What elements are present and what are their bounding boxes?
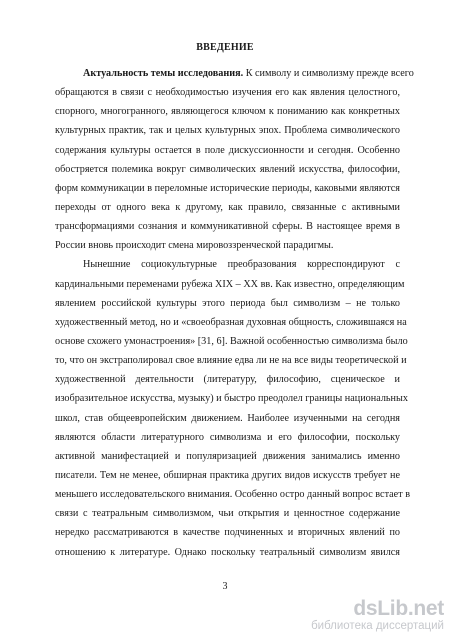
text-line: писатели. Тем не менее, обширная практика других видов искусств требует не (55, 469, 400, 481)
text-line: изобразительное искусства, музыку) и быстро преодолел границы национальных (55, 393, 408, 405)
text-line: кардинальными переменами рубежа XIX – XX вв. Как известно, определяющим (55, 278, 405, 290)
text-line: форм коммуникации в переломные исторические периоды, каковыми являются (55, 182, 400, 194)
text-line: то, что он экстраполировал свое влияние едва ли не на все виды теоретической и (55, 355, 407, 367)
text-line: школ, став общеевропейским движением. Наиболее изученными на сегодня (55, 412, 400, 424)
text-line: художественной деятельности (литературу, философию, сценическое и (55, 374, 400, 386)
text-line: нередко рассматриваются в качестве подчиненных и вторичных явлений по (55, 527, 400, 539)
text-line: связи с театральным символизмом, чьи открытия и ценностное содержание (55, 508, 400, 520)
text-line: отношению к литературе. Однако поскольку театральный символизм явился (55, 546, 400, 558)
text-line: переходы от одного века к другому, как правило, связанные с активными (55, 201, 400, 213)
text-line: культурных практик, так и целых культурных эпох. Проблема символического (55, 125, 400, 137)
text-line: обостряется полемика вокруг символических явлений искусства, философии, (55, 163, 400, 175)
watermark-subtitle: библиотека диссертаций (311, 620, 444, 632)
text-line: основе схожего умонастроения» [31, 6]. Важной особенностью символизма было (55, 335, 408, 347)
text-line: Актуальность темы исследования. К символу и символизму прежде всего (83, 68, 414, 79)
watermark-logo: dsLib.net (353, 597, 444, 620)
text-line: явлением российской культуры этого периода был символизм – не только (55, 297, 400, 309)
text-line: обращаются в связи с необходимостью изучения его как явления целостного, (55, 87, 400, 99)
text-line: художественный метод, но и «своеобразная духовная общность, сложившаяся на (55, 316, 407, 328)
text-line: активной манифестацией и популяризацией движения занимались именно (55, 450, 400, 462)
text-line: спорного, многогранного, являющегося ключом к пониманию как конкретных (55, 106, 400, 118)
text-line: России вновь происходит смена мировоззренческой парадигмы. (55, 240, 334, 252)
page-title: ВВЕДЕНИЕ (196, 42, 254, 53)
body-text (55, 64, 414, 562)
text-line: являются области литературного символизма и его философии, поскольку (55, 431, 400, 443)
page-number: 3 (222, 581, 228, 592)
text-line: меньшего исследовательского внимания. Особенно остро данный вопрос встает в (55, 489, 411, 501)
text-line: трансформациями сознания и коммуникативной сферы. В настоящее время в (55, 221, 400, 233)
text-line: Нынешние социокультурные преобразования корреспондируют с (83, 259, 400, 271)
section-heading: Актуальность темы исследования. (83, 68, 244, 79)
text-line: содержания культуры остается в поле дискуссионности и сегодня. Особенно (55, 144, 400, 156)
watermark (311, 598, 444, 633)
